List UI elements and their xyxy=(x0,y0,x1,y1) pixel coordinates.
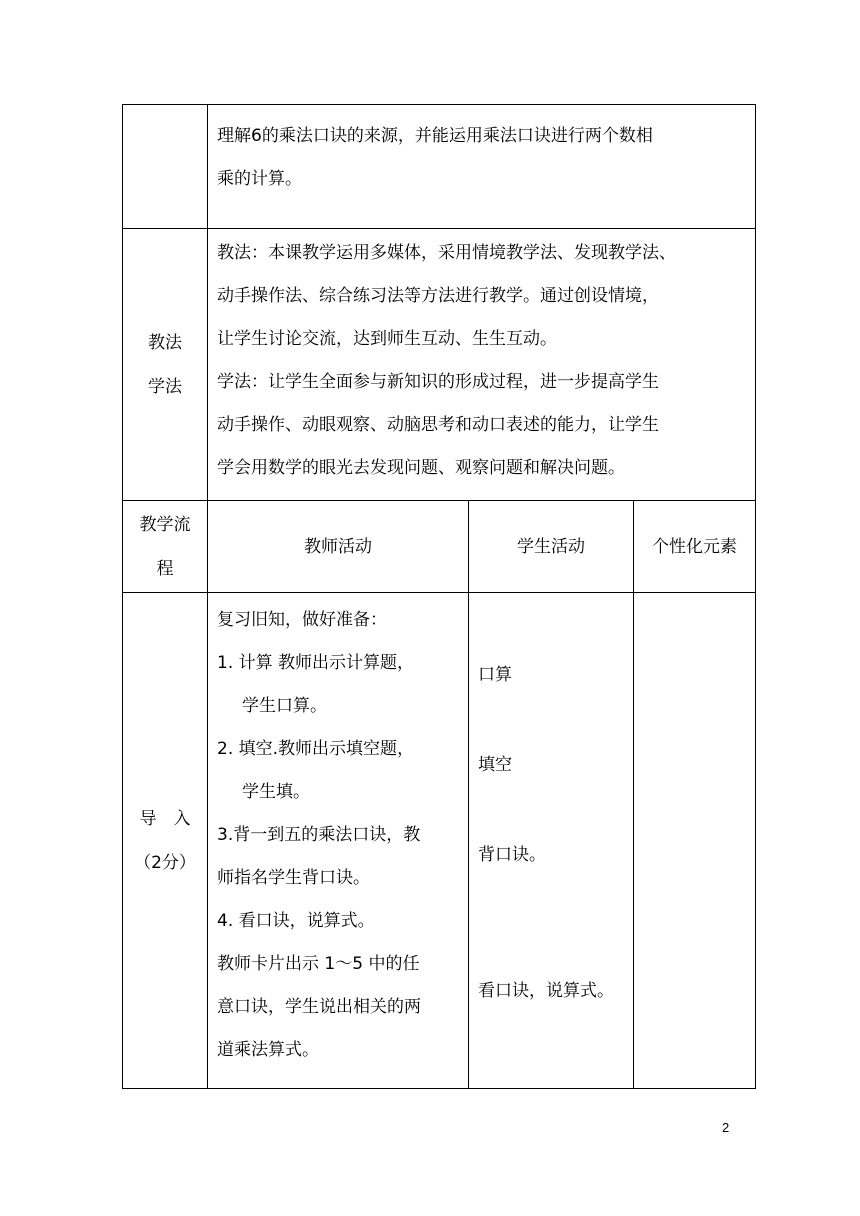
student-item: 看口诀，说算式。 xyxy=(478,981,614,1001)
flow-header-line: 教学流 xyxy=(139,514,191,535)
flow-header-line: 程 xyxy=(156,558,174,579)
teacher-line: 复习旧知，做好准备： xyxy=(217,610,387,630)
teacher-line: 1. 计算 教师出示计算题， xyxy=(217,653,415,673)
intro-row xyxy=(123,593,756,1089)
header-row xyxy=(123,501,756,593)
methods-line: 让学生讨论交流，达到师生互动、生生互动。 xyxy=(217,329,557,349)
methods-label-cell xyxy=(123,229,208,501)
intro-student-cell xyxy=(469,593,634,1089)
intro-label-cell xyxy=(123,593,208,1089)
teacher-line: 学生口算。 xyxy=(242,696,327,716)
methods-line: 动手操作法、综合练习法等方法进行教学。通过创设情境， xyxy=(217,286,659,306)
intro-duration: （2分） xyxy=(134,852,196,873)
objective-cell xyxy=(208,105,756,229)
teacher-line: 道乘法算式。 xyxy=(217,1040,319,1060)
methods-line: 动手操作、动眼观察、动脑思考和动口表述的能力，让学生 xyxy=(217,415,659,435)
methods-line: 学会用数学的眼光去发现问题、观察问题和解决问题。 xyxy=(217,458,625,478)
objective-label-cell xyxy=(123,105,208,229)
methods-row xyxy=(123,229,756,501)
student-activity-header: 学生活动 xyxy=(469,501,634,593)
methods-label: 学法 xyxy=(148,376,182,397)
personal-elements-header: 个性化元素 xyxy=(634,501,756,593)
methods-label: 教法 xyxy=(148,332,182,353)
teacher-line: 4. 看口诀，说算式。 xyxy=(217,911,375,931)
intro-teacher-cell xyxy=(208,593,469,1089)
teacher-line: 教师卡片出示 1～5 中的任 xyxy=(217,954,420,974)
teacher-line: 意口诀，学生说出相关的两 xyxy=(217,997,421,1017)
teacher-line: 2. 填空.教师出示填空题， xyxy=(217,739,415,759)
objective-line: 理解6的乘法口诀的来源，并能运用乘法口诀进行两个数相 xyxy=(217,126,653,146)
flow-header xyxy=(123,501,208,593)
objective-row xyxy=(123,105,756,229)
methods-line: 学法：让学生全面参与新知识的形成过程，进一步提高学生 xyxy=(217,372,659,392)
teacher-line: 师指名学生背口诀。 xyxy=(217,868,370,888)
student-item: 口算 xyxy=(478,665,512,685)
student-item: 背口诀。 xyxy=(478,845,546,865)
intro-personal-cell xyxy=(634,593,756,1089)
teacher-activity-header: 教师活动 xyxy=(208,501,469,593)
methods-line: 教法：本课教学运用多媒体，采用情境教学法、发现教学法、 xyxy=(217,243,676,263)
teacher-line: 学生填。 xyxy=(242,782,310,802)
intro-label: 导 入 xyxy=(139,808,191,829)
student-item: 填空 xyxy=(478,755,512,775)
methods-cell xyxy=(208,229,756,501)
lesson-plan-table xyxy=(122,104,756,1089)
objective-line: 乘的计算。 xyxy=(217,169,302,189)
page-number: 2 xyxy=(722,1120,730,1135)
teacher-line: 3.背一到五的乘法口诀，教 xyxy=(217,825,421,845)
